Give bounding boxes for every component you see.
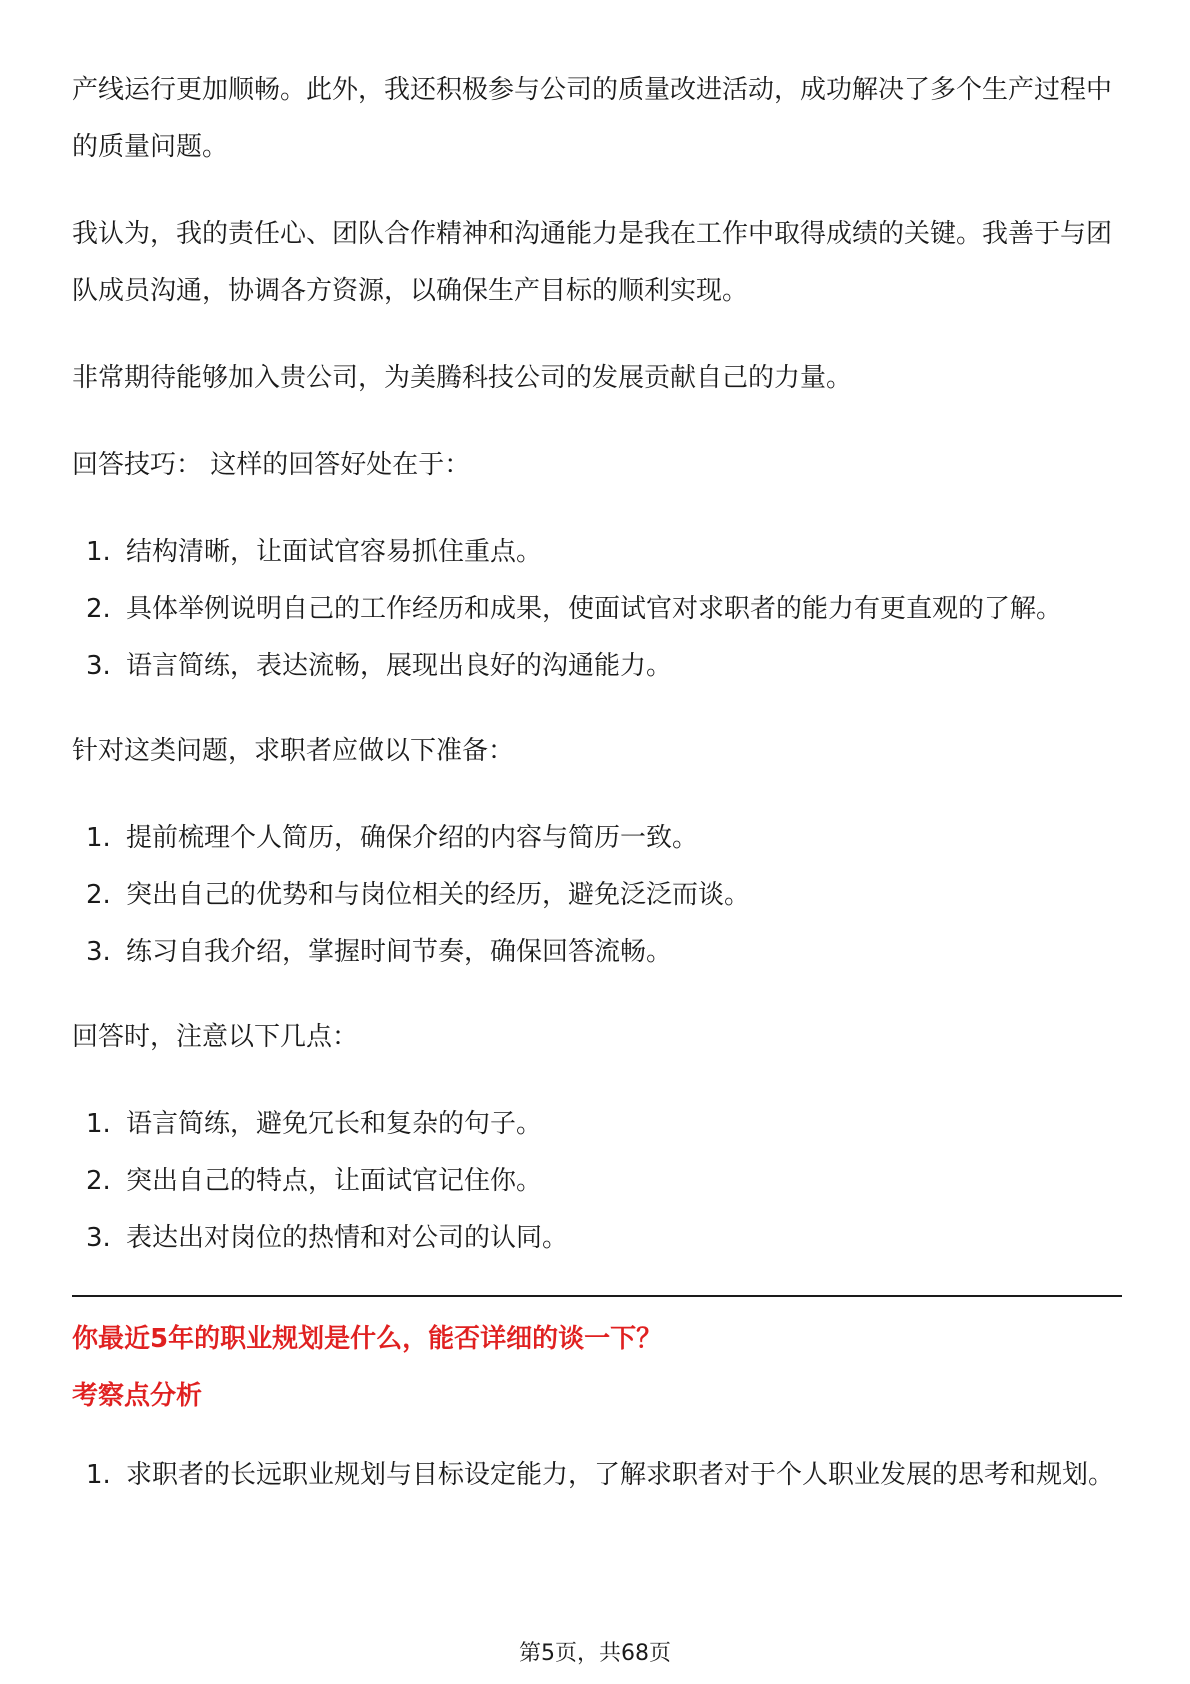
list-item	[72, 1153, 1122, 1210]
list-text: 表达出对岗位的热情和对公司的认同。	[126, 1223, 569, 1253]
list-text: 求职者的长远职业规划与目标设定能力，了解求职者对于个人职业发展的思考和规划。	[126, 1460, 1115, 1490]
section-divider	[72, 1295, 1122, 1297]
list-number: 1.	[86, 537, 111, 567]
list-text: 语言简练，表达流畅，展现出良好的沟通能力。	[126, 651, 673, 681]
list-number: 3.	[86, 651, 111, 681]
prep-list	[72, 810, 1122, 981]
list-number: 2.	[86, 594, 111, 624]
tips-intro: 回答技巧： 这样的回答好处在于：	[72, 450, 471, 480]
page-content	[72, 62, 1122, 1532]
list-text: 提前梳理个人简历，确保介绍的内容与简历一致。	[126, 823, 699, 853]
paragraph: 非常期待能够加入贵公司，为美腾科技公司的发展贡献自己的力量。	[72, 363, 853, 393]
analysis-list	[72, 1447, 1122, 1504]
list-item	[72, 1447, 1122, 1504]
list-number: 1.	[86, 1109, 111, 1139]
list-text: 具体举例说明自己的工作经历和成果，使面试官对求职者的能力有更直观的了解。	[126, 594, 1063, 624]
list-item	[72, 810, 1122, 867]
notes-list	[72, 1096, 1122, 1267]
list-item	[72, 867, 1122, 924]
list-number: 1.	[86, 823, 111, 853]
paragraph: 我认为，我的责任心、团队合作精神和沟通能力是我在工作中取得成绩的关键。我善于与团队成员沟通，协调各方资源，以确保生产目标的顺利实现。	[72, 219, 1113, 306]
list-number: 1.	[86, 1460, 111, 1490]
analysis-title: 考察点分析	[72, 1381, 203, 1411]
list-text: 练习自我介绍，掌握时间节奏，确保回答流畅。	[126, 937, 673, 967]
list-item	[72, 638, 1122, 695]
list-item	[72, 924, 1122, 981]
list-text: 突出自己的优势和与岗位相关的经历，避免泛泛而谈。	[126, 880, 751, 910]
list-number: 3.	[86, 1223, 111, 1253]
list-item	[72, 524, 1122, 581]
list-number: 2.	[86, 1166, 111, 1196]
prep-intro: 针对这类问题，求职者应做以下准备：	[72, 736, 515, 766]
paragraph: 产线运行更加顺畅。此外，我还积极参与公司的质量改进活动，成功解决了多个生产过程中的质量问题。	[72, 75, 1113, 162]
tips-list	[72, 524, 1122, 695]
list-number: 2.	[86, 880, 111, 910]
list-text: 突出自己的特点，让面试官记住你。	[126, 1166, 543, 1196]
list-item	[72, 581, 1122, 638]
question-title: 你最近5年的职业规划是什么，能否详细的谈一下？	[72, 1324, 663, 1354]
list-text: 结构清晰，让面试官容易抓住重点。	[126, 537, 543, 567]
notes-intro: 回答时，注意以下几点：	[72, 1022, 359, 1052]
page-footer: 第5页，共68页	[519, 1641, 671, 1666]
list-item	[72, 1096, 1122, 1153]
list-item	[72, 1210, 1122, 1267]
list-text: 语言简练，避免冗长和复杂的句子。	[126, 1109, 543, 1139]
list-number: 3.	[86, 937, 111, 967]
